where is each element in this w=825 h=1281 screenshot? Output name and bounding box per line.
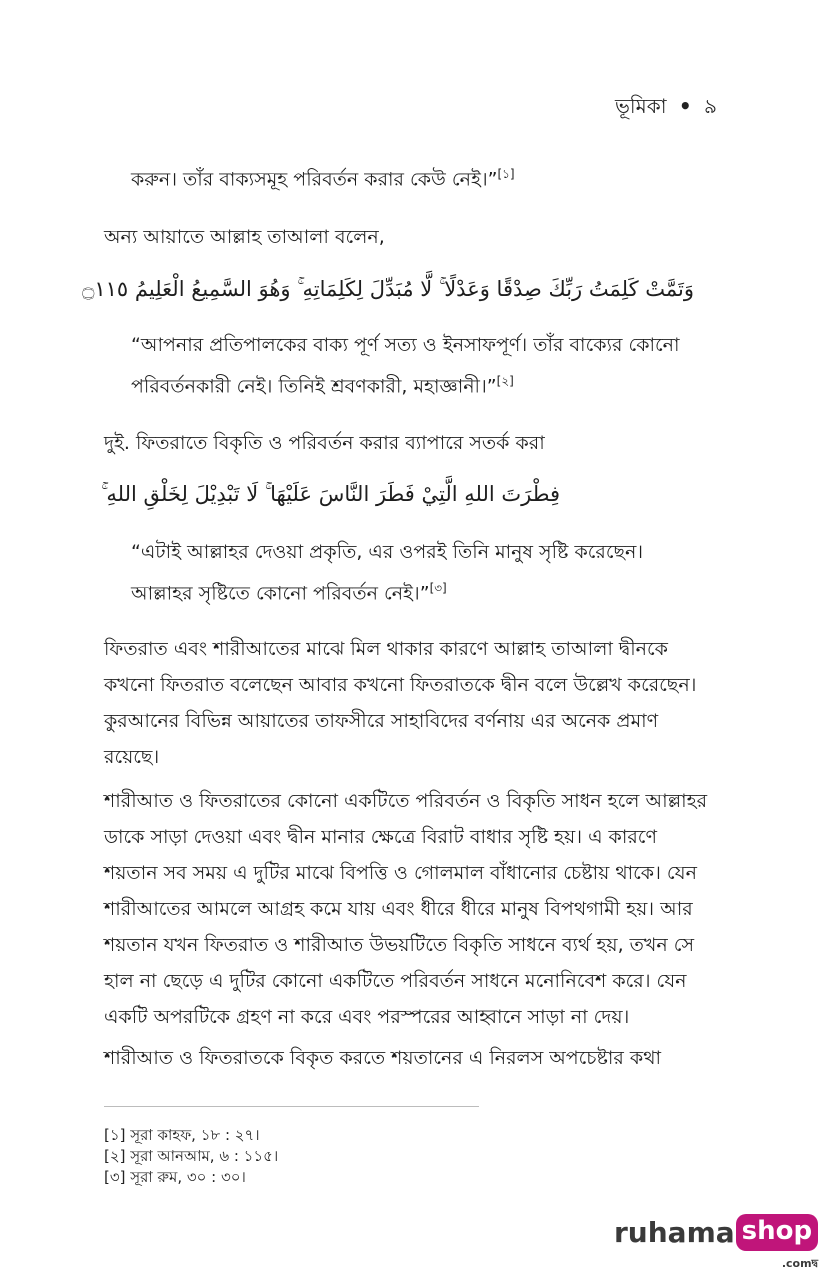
footnote-ref-1: [১]	[497, 167, 515, 181]
paragraph-line: একটি অপরটিকে গ্রহণ না করে এবং পরস্পরের আহ্বানে সাড়া না দেয়।	[104, 1006, 630, 1028]
paragraph-line: হাল না ছেড়ে এ দুটির কোনো একটিতে পরিবর্তন সাধনে মনোনিবেশ করে। যেন	[104, 970, 687, 992]
footnote-1: [১] সূরা কাহফ, ১৮ : ২৭।	[104, 1126, 260, 1144]
footnote-ref-3: [৩]	[429, 581, 447, 595]
header-title: ভূমিকা	[614, 94, 667, 118]
paragraph-line: ডাকে সাড়া দেওয়া এবং দ্বীন মানার ক্ষেত্রে বিরাট বাধার সৃষ্টি হয়। এ কারণে	[104, 826, 657, 848]
footnote-ref-2: [২]	[496, 374, 514, 388]
quote-translation-1	[131, 327, 731, 404]
paragraph-line: কুরআনের বিভিন্ন আয়াতের তাফসীরে সাহাবিদের বর্ণনায় এর অনেক প্রমাণ	[104, 710, 659, 732]
quote-line: “আপনার প্রতিপালকের বাক্য পূর্ণ সত্য ও ইনসাফপূর্ণ। তাঁর বাক্যের কোনো	[131, 334, 680, 356]
quote-line: পরিবর্তনকারী নেই। তিনিই শ্রবণকারী, মহাজ্ঞানী।”[২]	[131, 374, 514, 398]
paragraph-line: শয়তান যখন ফিতরাত ও শারীআত উভয়টিতে বিকৃতি সাধনে ব্যর্থ হয়, তখন সে	[104, 934, 695, 956]
logo-text: ruhama	[614, 1215, 735, 1249]
paragraph-shaitan	[104, 783, 724, 1035]
footnote-2: [২] সূরা আনআম, ৬ : ১১৫।	[104, 1147, 279, 1165]
paragraph-line: শারীআত ও ফিতরাতের কোনো একটিতে পরিবর্তন ও বিকৃতি সাধন হলে আল্লাহর	[104, 790, 708, 812]
paragraph-line: কখনো ফিতরাত বলেছেন আবার কখনো ফিতরাতকে দ্বীন বলে উল্লেখ করেছেন।	[104, 674, 697, 696]
logo-suffix: .comদ্ব	[781, 1256, 819, 1270]
running-header	[615, 92, 717, 125]
paragraph-text: করুন। তাঁর বাক্যসমূহ পরিবর্তন করার কেউ নেই।”	[131, 168, 498, 191]
ruhamashop-logo	[614, 1212, 819, 1270]
paragraph-line: ফিতরাত এবং শারীআতের মাঝে মিল থাকার কারণে আল্লাহ তাআলা দ্বীনকে	[104, 638, 668, 660]
page-number: ৯	[704, 94, 717, 118]
footnote-3: [৩] সূরা রুম, ৩০ : ৩০।	[104, 1168, 246, 1186]
quote-line: “এটাই আল্লাহর দেওয়া প্রকৃতি, এর ওপরই তিনি মানুষ সৃষ্টি করেছেন।	[131, 541, 644, 563]
paragraph-closing: শারীআত ও ফিতরাতকে বিকৃত করতে শয়তানের এ নিরলস অপচেষ্টার কথা	[104, 1047, 662, 1069]
paragraph-continued	[131, 156, 731, 197]
section-heading: দুই. ফিতরাতে বিকৃতি ও পরিবর্তন করার ব্যাপারে সতর্ক করা	[104, 432, 545, 454]
paragraph-line: শারীআতের আমলে আগ্রহ কমে যায় এবং ধীরে ধীরে মানুষ বিপথগামী হয়। আর	[104, 898, 693, 920]
intro-text: অন্য আয়াতে আল্লাহ তাআলা বলেন,	[104, 226, 385, 248]
header-separator: •	[678, 94, 692, 118]
arabic-verse-2: فِطْرَتَ اللهِ الَّتِيْ فَطَرَ النَّاسَ عَلَيْهَا ۚ لَا تَبْدِيْلَ لِخَلْقِ اللهِ ۚ	[101, 482, 560, 506]
quote-line: আল্লাহর সৃষ্টিতে কোনো পরিবর্তন নেই।”[৩]	[131, 581, 447, 605]
quote-translation-2	[131, 534, 731, 611]
logo-box	[736, 1214, 819, 1270]
footnote-divider	[104, 1106, 479, 1107]
paragraph-line: শয়তান সব সময় এ দুটির মাঝে বিপত্তি ও গোলমাল বাঁধানোর চেষ্টায় থাকে। যেন	[104, 862, 697, 884]
logo-box-text: shop	[741, 1215, 813, 1246]
paragraph-line: রয়েছে।	[104, 746, 160, 768]
arabic-verse-1: وَتَمَّتْ كَلِمَتُ رَبِّكَ صِدْقًا وَعَدْلًا ۚ لَّا مُبَدِّلَ لِكَلِمَاتِهِ ۚ وَهُوَ السَّمِيعُ الْعَلِيمُ ۝١١٥	[82, 277, 694, 301]
paragraph-fitrat-sharia	[104, 631, 724, 775]
